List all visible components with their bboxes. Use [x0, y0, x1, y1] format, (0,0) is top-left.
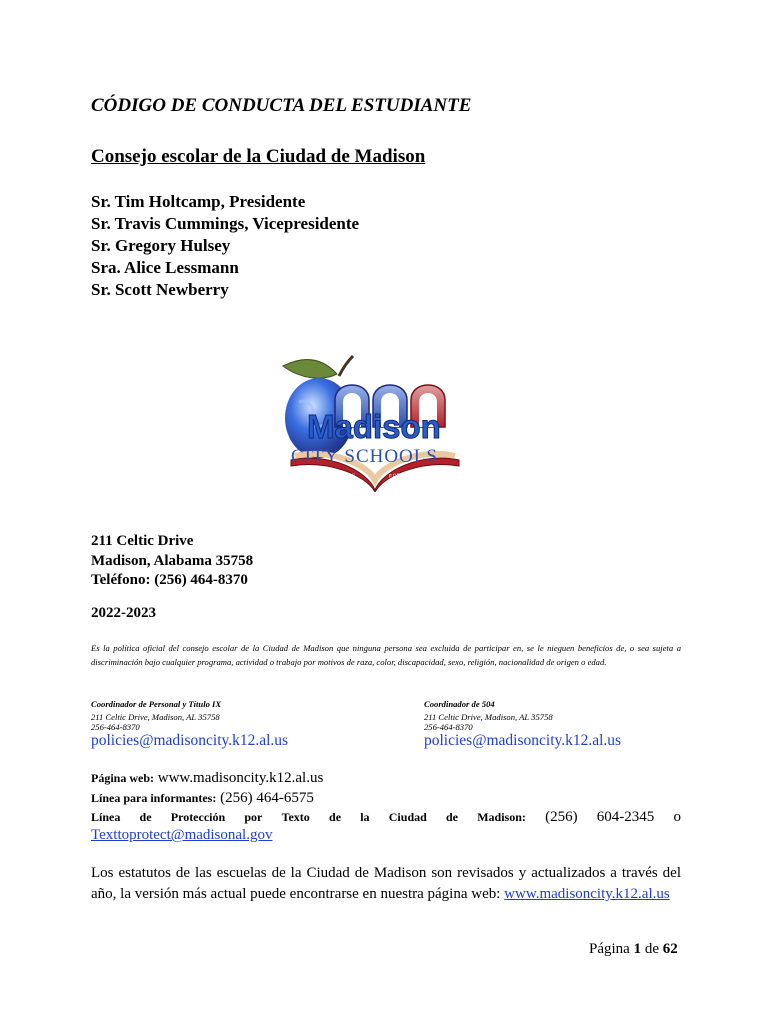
coordinator-heading-504: Coordinador de 504: [424, 699, 495, 709]
text-line-word: de: [139, 810, 152, 824]
tipline-line: Línea para informantes: (256) 464-6575: [91, 790, 314, 806]
text-line-word: la: [360, 810, 370, 824]
website-label: Página web:: [91, 771, 154, 785]
coordinator-email-link[interactable]: policies@madisoncity.k12.al.us: [424, 732, 622, 749]
board-member: Sr. Tim Holtcamp, Presidente: [91, 192, 306, 211]
text-line-area-code: (256): [545, 809, 578, 825]
board-members-list: [91, 191, 359, 301]
coordinator-contact-title-ix: [91, 712, 220, 732]
page-of-word: de: [644, 941, 659, 957]
coordinator-email-link[interactable]: policies@madisoncity.k12.al.us: [91, 732, 289, 749]
address-city: Madison, Alabama 35758: [91, 552, 254, 569]
text-line-word: por: [244, 810, 263, 824]
coordinator-phone: 256-464-8370: [424, 722, 473, 732]
coordinator-contact-504: [424, 712, 553, 732]
text-line-word: de: [446, 810, 458, 824]
text-line-word: Línea: [91, 810, 121, 824]
statutes-paragraph: [91, 863, 681, 905]
statutes-text: Los estatutos de las escuelas de la Ciudad de Madison son revisados y actualizados a través del año, la versión más actual puede encontrarse en nuestra página web:: [91, 865, 681, 902]
logo-city-schools: CITY SCHOOLS: [291, 446, 438, 467]
page-word: Página: [589, 941, 630, 957]
school-year: 2022-2023: [91, 605, 156, 621]
board-member: Sr. Scott Newberry: [91, 280, 229, 299]
logo-wordmark: Madison: [307, 408, 441, 445]
text-line-number: 604-2345: [596, 809, 655, 825]
tipline-label: Línea para informantes: [91, 791, 213, 805]
address-street: 211 Celtic Drive: [91, 533, 194, 549]
website-value[interactable]: www.madisoncity.k12.al.us: [157, 770, 324, 786]
text-line-word: Protección: [170, 810, 226, 824]
text-line-word: Texto: [281, 810, 310, 824]
page-current: 1: [633, 941, 642, 957]
website-line: [91, 770, 323, 787]
text-protection-email-link[interactable]: Texttoprotect@madisonal.gov: [91, 827, 273, 843]
board-member: Sra. Alice Lessmann: [91, 258, 239, 277]
statutes-website-link[interactable]: www.madisoncity.k12.al.us: [504, 886, 670, 902]
board-member: Sr. Travis Cummings, Vicepresidente: [91, 214, 360, 233]
text-line-word: Madison:: [477, 810, 526, 824]
board-member: Sr. Gregory Hulsey: [91, 236, 231, 255]
address-phone: Teléfono: (256) 464-8370: [91, 572, 248, 588]
coordinator-phone: 256-464-8370: [91, 722, 140, 732]
board-heading: Consejo escolar de la Ciudad de Madison: [91, 146, 426, 167]
document-title: CÓDIGO DE CONDUCTA DEL ESTUDIANTE: [91, 95, 472, 116]
text-line-word: Ciudad: [388, 810, 427, 824]
coordinator-address: 211 Celtic Drive, Madison, AL 35758: [424, 712, 553, 722]
madison-city-schools-logo: [277, 352, 473, 492]
text-protection-line: [91, 809, 681, 826]
text-line-word: de: [329, 810, 342, 824]
text-line-conjunction: o: [673, 809, 681, 825]
tipline-value: (256) 464-6575: [220, 790, 314, 806]
logo-motto-left: EMPOWERING MINDS: [294, 466, 356, 480]
coordinator-heading-title-ix: Coordinador de Personal y Título IX: [91, 699, 222, 709]
logo-motto-right: FOR LIFELONG SUCCESS: [388, 466, 462, 480]
district-address: [91, 532, 253, 591]
page-total: 62: [662, 941, 678, 957]
coordinator-address: 211 Celtic Drive, Madison, AL 35758: [91, 712, 220, 722]
nondiscrimination-policy: Es la política oficial del consejo escolar de la Ciudad de Madison que ninguna persona sea excluida de participar en, se le nieguen beneficios de, o sea sujeta a discriminación bajo cualquier programa, actividad o trabajo por motivos de raza, color, discapacidad, sexo, religión, nacionalidad de origen o edad.: [91, 643, 681, 667]
page-number: [589, 941, 678, 958]
